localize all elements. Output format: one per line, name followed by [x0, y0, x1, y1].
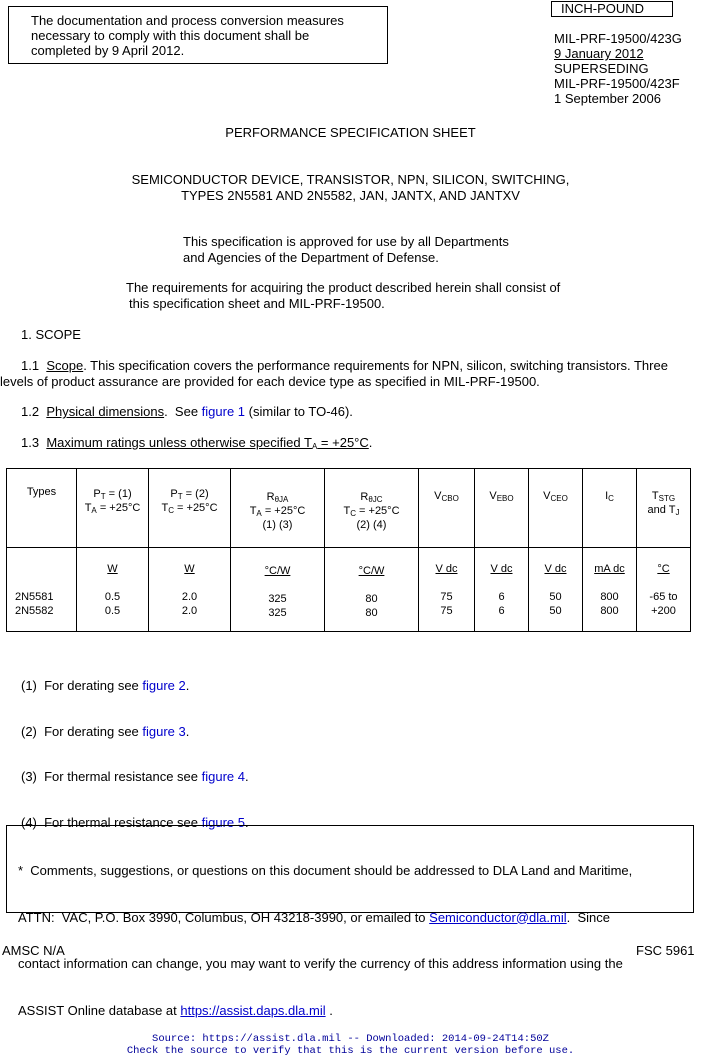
cell-r-theta-ja: °C/W 325 325	[231, 548, 325, 632]
superseding-label: SUPERSEDING	[554, 61, 649, 76]
footnote: (4) For thermal resistance see figure 5.	[21, 814, 249, 830]
requirements-statement	[126, 280, 560, 311]
notice-line: The documentation and process conversion measures	[31, 13, 344, 28]
document-number: MIL-PRF-19500/423G	[554, 31, 682, 46]
cell-types: 2N5581 2N5582	[7, 548, 77, 632]
figure-5-link[interactable]: figure 5	[201, 814, 245, 830]
notice-line: completed by 9 April 2012.	[31, 43, 185, 58]
paragraph-title: Physical dimensions	[46, 404, 165, 419]
table-header-row	[7, 469, 691, 548]
comment-line: ATTN: VAC, P.O. Box 3990, Columbus, OH 43218-3990, or emailed to Semiconductor@dla.mil. Since	[18, 909, 610, 925]
figure-1-link[interactable]: figure 1	[201, 404, 246, 419]
paragraph-number: 1.1	[21, 358, 40, 373]
cell-tstg: °C -65 to +200	[637, 548, 691, 632]
header-pt-ambient: $P_T = (1)$ $T_A = +25^\circ C$	[77, 469, 149, 548]
superseded-date: 1 September 2006	[554, 91, 661, 106]
verify-notice: Check the source to verify that this is the current version before use.	[126, 1045, 575, 1057]
cell-vebo: V dc 6 6	[475, 548, 529, 632]
comment-line: ASSIST Online database at https://assist.daps.dla.mil .	[18, 1002, 333, 1018]
header-vceo: $V_{CEO}$	[529, 469, 583, 548]
footnote: (1) For derating see figure 2.	[21, 678, 190, 693]
superseded-number: MIL-PRF-19500/423F	[554, 76, 680, 91]
requirements-line: this specification sheet and MIL-PRF-19500.	[129, 295, 385, 311]
document-title	[0, 172, 701, 203]
figure-4-link[interactable]: figure 4	[201, 769, 245, 784]
maximum-ratings-heading: 1.3 Maximum ratings unless otherwise specified $T_A = +25^\circ C$.	[21, 435, 373, 451]
paragraph-text: (similar to TO-46).	[245, 404, 353, 419]
title-line: TYPES 2N5581 AND 2N5582, JAN, JANTX, AND JANTXV	[181, 187, 520, 203]
notice-line: necessary to comply with this document shall be	[31, 28, 310, 43]
figure-2-link[interactable]: figure 2	[142, 678, 186, 693]
physical-dimensions-paragraph	[21, 404, 353, 419]
table-footnotes	[21, 648, 249, 845]
header-r-theta-jc: $R_{\theta JC}$ $T_C = +25^\circ C$ (2) (4)	[325, 469, 419, 548]
fsc-code: FSC 5961	[636, 943, 695, 958]
header-vebo: $V_{EBO}$	[475, 469, 529, 548]
sheet-title: PERFORMANCE SPECIFICATION SHEET	[225, 125, 476, 140]
cell-ic: mA dc 800 800	[583, 548, 637, 632]
header-vcbo: $V_{CBO}$	[419, 469, 475, 548]
document-date: 9 January 2012	[554, 46, 644, 61]
paragraph-title: Scope	[46, 358, 84, 373]
cell-pt-case: W 2.0 2.0	[149, 548, 231, 632]
document-identification	[554, 31, 682, 106]
table-data-row	[7, 548, 691, 632]
cell-vcbo: V dc 75 75	[419, 548, 475, 632]
comment-line: * Comments, suggestions, or questions on this document should be addressed to DLA Land and Maritime,	[18, 863, 633, 878]
source-notice: Source: https://assist.dla.mil -- Downloaded: 2014-09-24T14:50Z	[152, 1033, 549, 1045]
paragraph-text: . This specification covers the performance requirements for NPN, silicon, switching transistors. Three	[83, 358, 668, 373]
process-conversion-notice	[8, 6, 388, 64]
requirements-line: The requirements for acquiring the product described herein shall consist of	[126, 280, 561, 295]
paragraph-number: 1.2	[21, 404, 40, 419]
scope-paragraph	[0, 358, 701, 389]
amsc-code: AMSC N/A	[2, 943, 65, 958]
cell-vceo: V dc 50 50	[529, 548, 583, 632]
figure-3-link[interactable]: figure 3	[142, 723, 186, 739]
header-pt-case: $P_T = (2)$ $T_C = +25^\circ C$	[149, 469, 231, 548]
footnote: (3) For thermal resistance see figure 4.	[21, 769, 249, 784]
scope-heading: 1. SCOPE	[21, 327, 81, 342]
approval-statement	[183, 234, 509, 265]
header-r-theta-ja: $R_{\theta JA}$ $T_A = +25^\circ C$ (1) (3)	[231, 469, 325, 548]
paragraph-title: Maximum ratings unless otherwise specified $T_A = +25^\circ C$	[46, 435, 369, 451]
header-ic: $I_C$	[583, 469, 637, 548]
inch-pound-label: INCH-POUND	[551, 1, 673, 17]
title-line: SEMICONDUCTOR DEVICE, TRANSISTOR, NPN, SILICON, SWITCHING,	[131, 172, 570, 187]
footnote: (2) For derating see figure 3.	[21, 723, 190, 739]
cell-pt-ambient: W 0.5 0.5	[77, 548, 149, 632]
cell-r-theta-jc: °C/W 80 80	[325, 548, 419, 632]
comment-line: contact information can change, you may want to verify the currency of this address information using the	[18, 956, 623, 971]
paragraph-text: levels of product assurance are provided for each device type as specified in MIL-PRF-19500.	[0, 373, 540, 389]
header-types: Types	[7, 469, 77, 548]
assist-url-link[interactable]: https://assist.daps.dla.mil	[180, 1002, 326, 1018]
paragraph-number: 1.3	[21, 435, 40, 450]
approval-line: This specification is approved for use by all Departments	[183, 234, 509, 249]
approval-line: and Agencies of the Department of Defense.	[183, 249, 439, 265]
email-link[interactable]: Semiconductor@dla.mil	[429, 909, 567, 925]
maximum-ratings-table	[6, 468, 691, 632]
header-tstg: $T_{STG}$ and $T_J$	[637, 469, 691, 548]
paragraph-text: . See	[164, 404, 202, 419]
